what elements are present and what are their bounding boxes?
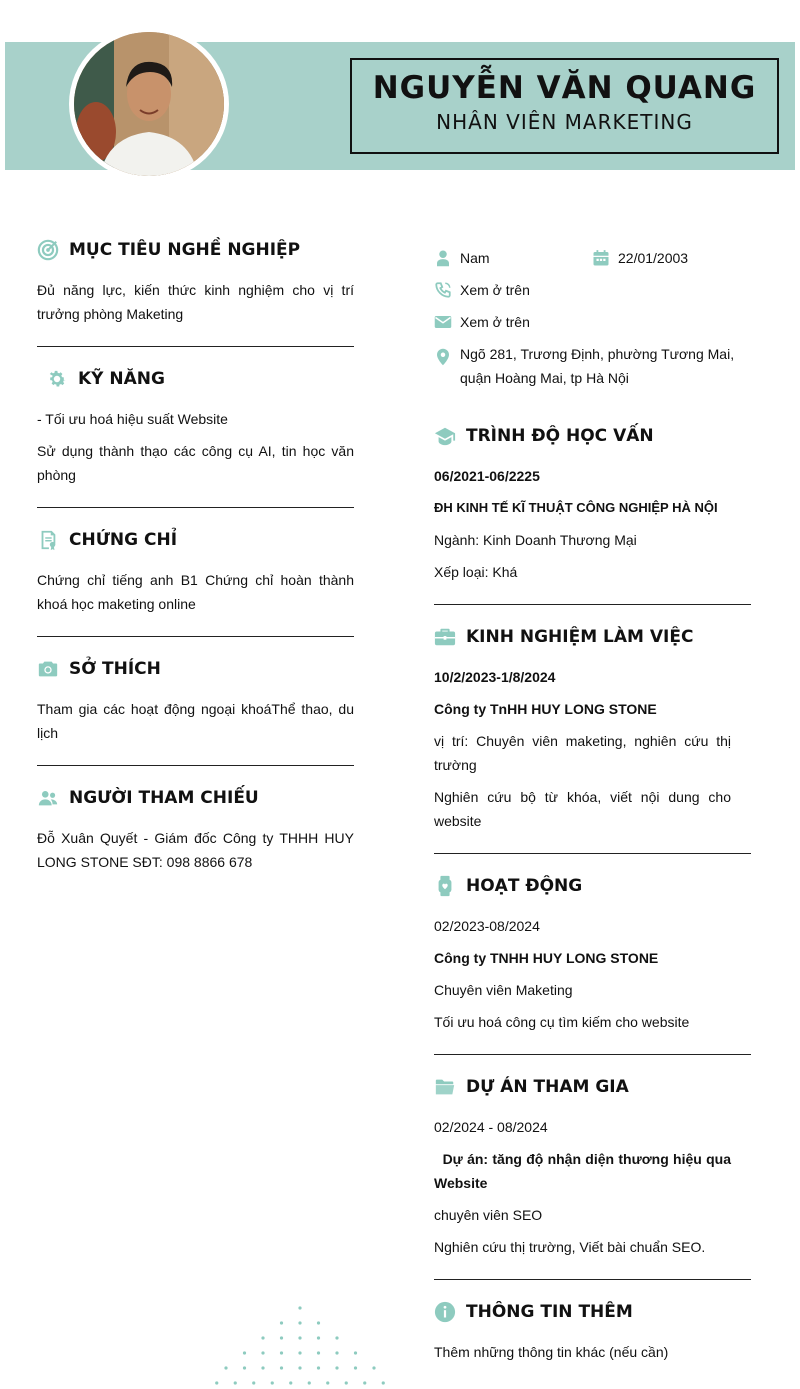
decorative-dot [215, 1381, 218, 1384]
decorative-dot [261, 1351, 264, 1354]
experience-position: vị trí: Chuyên viên maketing, nghiên cứu thị trường [434, 733, 731, 773]
watch-icon [434, 875, 456, 897]
experience-company: Công ty TnHH HUY LONG STONE [434, 701, 657, 717]
decorative-dot [280, 1366, 283, 1369]
section-title: TRÌNH ĐỘ HỌC VẤN [466, 426, 654, 446]
gear-icon [46, 368, 68, 390]
contact-pair [434, 246, 751, 278]
decorative-dot [289, 1381, 292, 1384]
education-period: 06/2021-06/2225 [434, 468, 540, 484]
email-text: Xem ở trên [460, 314, 530, 330]
camera-icon [37, 658, 59, 680]
decorative-dot [345, 1381, 348, 1384]
section-title: NGƯỜI THAM CHIẾU [69, 788, 259, 808]
candidate-role: NHÂN VIÊN MARKETING [436, 110, 693, 134]
decorative-dot [363, 1381, 366, 1384]
section-references [37, 780, 354, 894]
decorative-dot [234, 1381, 237, 1384]
projects-name: Dự án: tăng độ nhận diện thương hiệu qua Website [434, 1151, 735, 1191]
skill-item: - Tối ưu hoá hiệu suất Website [37, 411, 228, 427]
phone-text: Xem ở trên [460, 282, 530, 298]
briefcase-icon [434, 626, 456, 648]
decorative-dot [280, 1336, 283, 1339]
education-grade: Xếp loại: Khá [434, 564, 518, 580]
experience-detail: Nghiên cứu bộ từ khóa, viết nội dung cho website [434, 789, 731, 829]
education-major: Ngành: Kinh Doanh Thương Mại [434, 532, 637, 548]
address-text: Ngõ 281, Trương Định, phường Tương Mai, quận Hoàng Mai, tp Hà Nội [460, 346, 735, 386]
section-projects [434, 1069, 751, 1280]
projects-detail: Nghiên cứu thị trường, Viết bài chuẩn SEO. [434, 1239, 706, 1255]
extra-info-text: Thêm những thông tin khác (nếu cần) [434, 1344, 669, 1360]
location-pin-icon [434, 348, 452, 366]
people-icon [37, 787, 59, 809]
decorative-dot [252, 1381, 255, 1384]
section-activities [434, 868, 751, 1055]
section-title: THÔNG TIN THÊM [466, 1302, 633, 1322]
skill-item: Sử dụng thành thạo các công cụ AI, tin học văn phòng [37, 443, 354, 483]
gender-text: Nam [460, 250, 490, 266]
section-title: KỸ NĂNG [78, 369, 165, 389]
decorative-dot [317, 1321, 320, 1324]
projects-role: chuyên viên SEO [434, 1207, 543, 1223]
decorative-dot [335, 1351, 338, 1354]
section-title: KINH NGHIỆM LÀM VIỆC [466, 627, 694, 647]
certificate-icon [37, 529, 59, 551]
activities-detail: Tối ưu hoá công cụ tìm kiếm cho website [434, 1014, 690, 1030]
address-row [434, 342, 751, 390]
decorative-dot [271, 1381, 274, 1384]
phone-icon [434, 281, 452, 299]
decorative-dot [382, 1381, 385, 1384]
email-row [434, 310, 751, 334]
decorative-dot [317, 1366, 320, 1369]
decorative-dot [261, 1366, 264, 1369]
left-column [37, 232, 354, 908]
decorative-dot [261, 1336, 264, 1339]
decorative-dot [298, 1306, 301, 1309]
info-icon [434, 1301, 456, 1323]
right-column [434, 246, 751, 1389]
avatar [69, 27, 229, 181]
section-title: SỞ THÍCH [69, 659, 161, 679]
education-school: ĐH KINH TẾ KĨ THUẬT CÔNG NGHIỆP HÀ NỘI [434, 500, 718, 515]
decorative-dot-pattern [205, 1300, 395, 1389]
section-skills [37, 361, 354, 508]
decorative-dot [280, 1351, 283, 1354]
phone-row [434, 278, 751, 302]
decorative-dot [335, 1366, 338, 1369]
experience-period: 10/2/2023-1/8/2024 [434, 669, 556, 685]
decorative-dot [243, 1351, 246, 1354]
decorative-dot [354, 1351, 357, 1354]
activities-role: Chuyên viên Maketing [434, 982, 573, 998]
graduation-cap-icon [434, 425, 456, 447]
activities-org: Công ty TNHH HUY LONG STONE [434, 950, 659, 966]
section-certificates [37, 522, 354, 637]
section-hobbies [37, 651, 354, 766]
section-experience [434, 619, 751, 854]
section-title: MỤC TIÊU NGHỀ NGHIỆP [69, 240, 301, 260]
decorative-dot [224, 1366, 227, 1369]
decorative-dot [298, 1366, 301, 1369]
projects-period: 02/2024 - 08/2024 [434, 1119, 548, 1135]
decorative-dot [326, 1381, 329, 1384]
decorative-dot [372, 1366, 375, 1369]
decorative-dot [243, 1366, 246, 1369]
dob-text: 22/01/2003 [618, 250, 689, 266]
section-title: DỰ ÁN THAM GIA [466, 1077, 629, 1097]
decorative-dot [354, 1366, 357, 1369]
decorative-dot [298, 1321, 301, 1324]
candidate-name: NGUYỄN VĂN QUANG [372, 70, 757, 106]
decorative-dot [317, 1351, 320, 1354]
target-icon [37, 239, 59, 261]
section-objective [37, 232, 354, 347]
decorative-dot [298, 1336, 301, 1339]
decorative-dot [308, 1381, 311, 1384]
references-text: Đỗ Xuân Quyết - Giám đốc Công ty THHH HUY LONG STONE SĐT: 098 8866 678 [37, 830, 354, 870]
hobbies-text: Tham gia các hoạt động ngoại khoáThể thao, du lịch [37, 701, 354, 741]
activities-period: 02/2023-08/2024 [434, 918, 540, 934]
decorative-dot [317, 1336, 320, 1339]
folder-icon [434, 1076, 456, 1098]
calendar-icon [592, 249, 610, 267]
section-extra-info [434, 1294, 751, 1384]
certificates-text: Chứng chỉ tiếng anh B1 Chứng chỉ hoàn thành khoá học maketing online [37, 572, 354, 612]
section-title: CHỨNG CHỈ [69, 530, 178, 550]
objective-text: Đủ năng lực, kiến thức kinh nghiệm cho vị trí trưởng phòng Maketing [37, 282, 354, 322]
contact-block [434, 246, 751, 390]
decorative-dot [298, 1351, 301, 1354]
name-box [350, 58, 779, 154]
person-icon [434, 249, 452, 267]
section-education [434, 418, 751, 605]
decorative-dot [335, 1336, 338, 1339]
section-title: HOẠT ĐỘNG [466, 876, 583, 896]
envelope-icon [434, 313, 452, 331]
decorative-dot [280, 1321, 283, 1324]
